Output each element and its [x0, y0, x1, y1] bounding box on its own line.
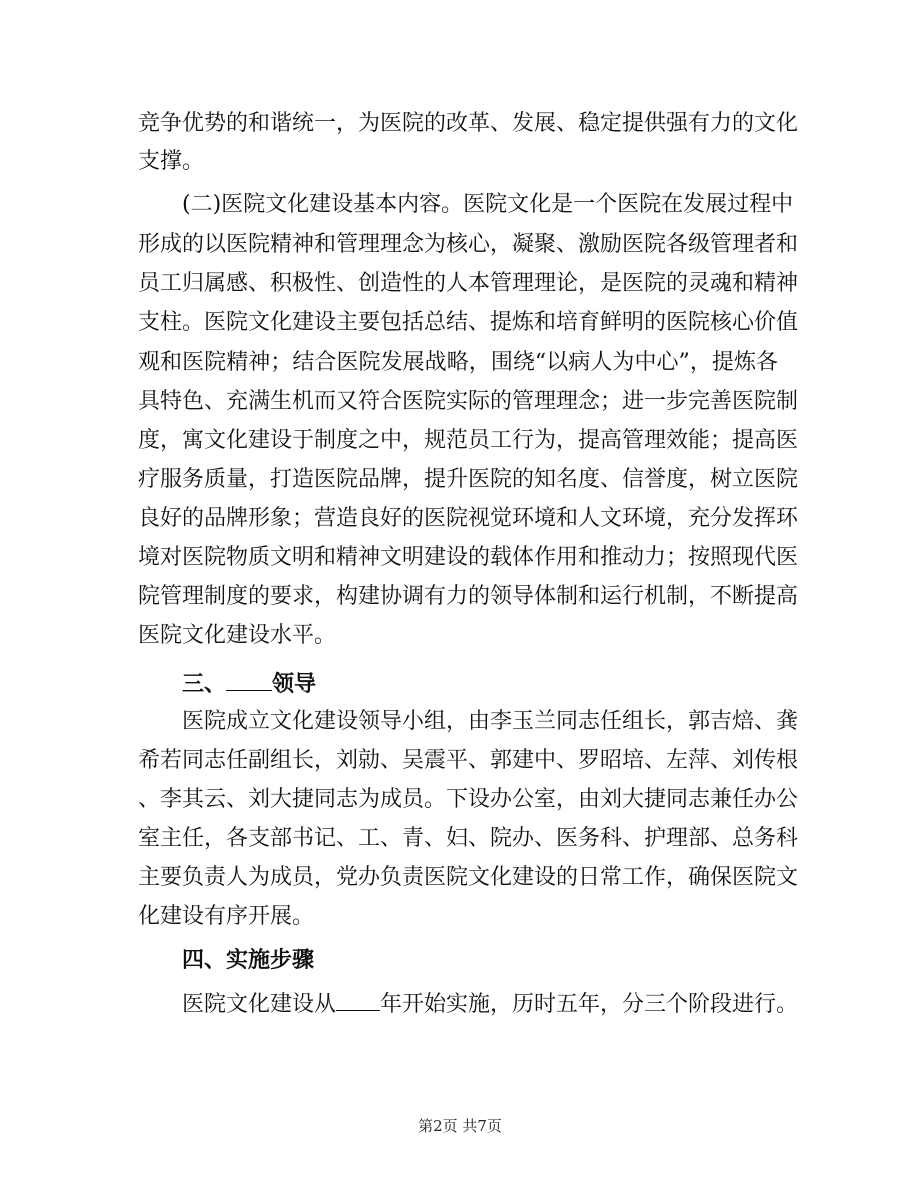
section-heading-leadership: [182, 664, 316, 698]
paragraph-line: 竞争优势的和谐统一，为医院的改革、发展、稳定提供强有力的文化: [138, 111, 799, 136]
paragraph-line: (二)医院文化建设基本内容。医院文化是一个医院在发展过程中: [182, 192, 794, 217]
line-prefix: 医院文化建设从: [182, 992, 337, 1017]
paragraph-line: 医院文化建设水平。: [138, 623, 337, 648]
paragraph-line: 希若同志任副组长，刘勍、吴震平、郭建中、罗昭培、左萍、刘传根: [138, 748, 799, 773]
paragraph-line: 、李其云、刘大捷同志为成员。下设办公室，由刘大捷同志兼任办公: [138, 787, 799, 812]
paragraph-line: 境对医院物质文明和精神文明建设的载体作用和推动力；按照现代医: [138, 545, 799, 570]
paragraph-line: 度，寓文化建设于制度之中，规范员工行为，提高管理效能；提高医: [138, 428, 799, 453]
fill-in-blank: [336, 984, 380, 1011]
paragraph-line: 具特色、充满生机而又符合医院实际的管理理念；进一步完善医院制: [138, 389, 799, 414]
page-number: 第2页 共7页: [418, 1117, 502, 1135]
heading-prefix: 三、: [182, 672, 227, 697]
paragraph-line: 主要负责人为成员，党办负责医院文化建设的日常工作，确保医院文: [138, 865, 799, 890]
paragraph-line: 室主任，各支部书记、工、青、妇、院办、医务科、护理部、总务科: [138, 826, 799, 851]
paragraph-line: 支撑。: [138, 149, 205, 174]
heading-suffix: 领导: [272, 672, 317, 697]
paragraph-line: 员工归属感、积极性、创造性的人本管理理论，是医院的灵魂和精神: [138, 271, 799, 296]
paragraph-line: 化建设有序开展。: [138, 904, 315, 929]
section-heading-implementation: 四、实施步骤: [182, 948, 315, 973]
paragraph-line: 医院成立文化建设领导小组，由李玉兰同志任组长，郭吉焙、龚: [182, 709, 799, 734]
paragraph-line: 院管理制度的要求，构建协调有力的领导体制和运行机制，不断提高: [138, 584, 799, 609]
paragraph-line: [182, 984, 799, 1018]
paragraph-line: 支柱。医院文化建设主要包括总结、提炼和培育鲜明的医院核心价值: [138, 310, 799, 335]
paragraph-line: 观和医院精神；结合医院发展战略，围绕“以病人为中心”，提炼各: [138, 350, 778, 375]
line-suffix: 年开始实施，历时五年，分三个阶段进行。: [380, 992, 799, 1017]
paragraph-line: 形成的以医院精神和管理理念为核心，凝聚、激励医院各级管理者和: [138, 232, 799, 257]
fill-in-blank: [226, 664, 272, 691]
paragraph-line: 疗服务质量，打造医院品牌，提升医院的知名度、信誉度，树立医院: [138, 467, 799, 492]
paragraph-line: 良好的品牌形象；营造良好的医院视觉环境和人文环境，充分发挥环: [138, 506, 799, 531]
